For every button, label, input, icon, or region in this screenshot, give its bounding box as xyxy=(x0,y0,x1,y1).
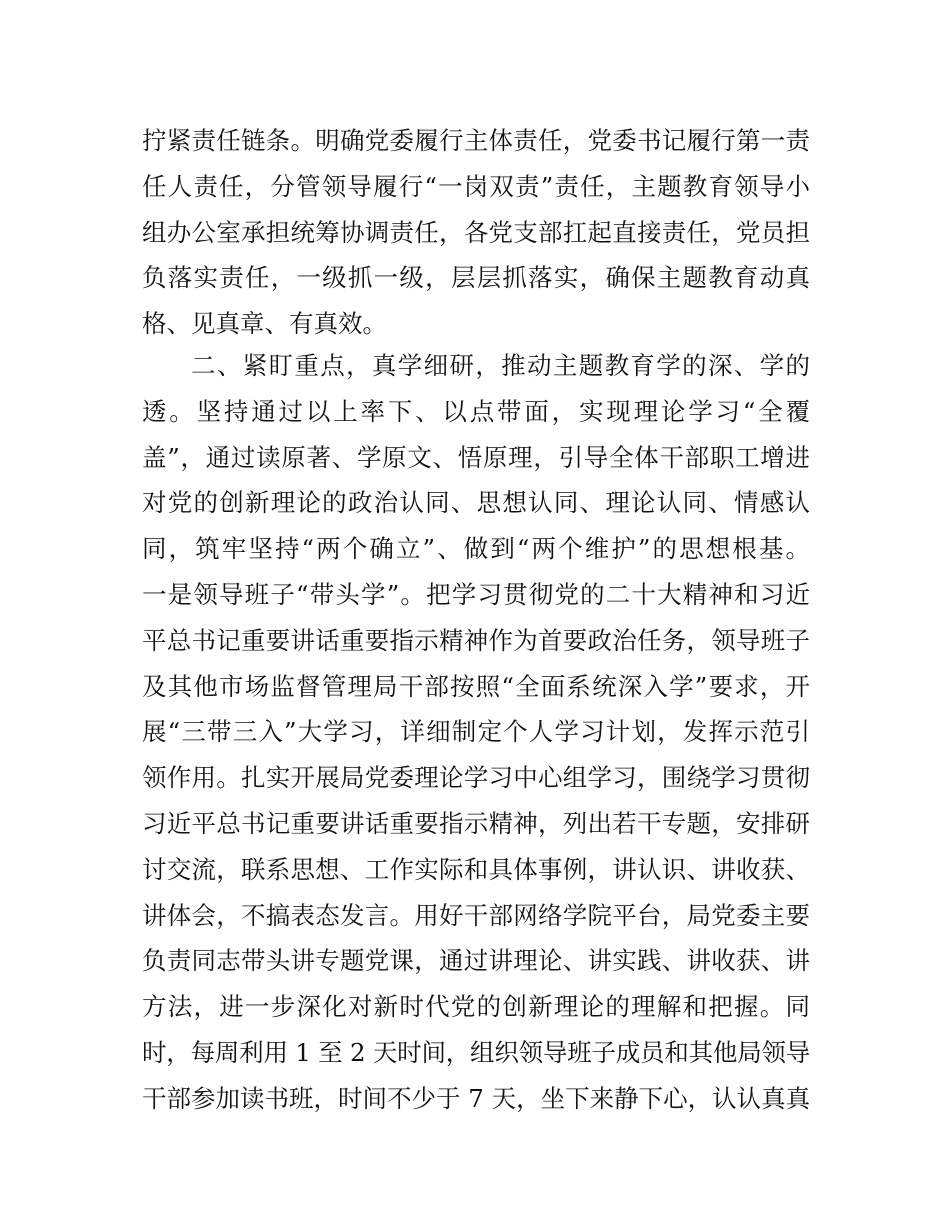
text-line: 负责同志带头讲专题党课，通过讲理论、讲实践、讲收获、讲 xyxy=(142,946,810,976)
text-line: 干部参加读书班，时间不少于 7 天，坐下来静下心，认认真真 xyxy=(142,1083,810,1113)
text-line: 对党的创新理论的政治认同、思想认同、理论认同、情感认 xyxy=(142,488,810,518)
text-line: 领作用。扎实开展局党委理论学习中心组学习，围绕学习贯彻 xyxy=(142,763,810,793)
text-line: 任人责任，分管领导履行“一岗双责”责任，主题教育领导小 xyxy=(142,171,810,201)
text-line: 习近平总书记重要讲话重要指示精神，列出若干专题，安排研 xyxy=(142,808,810,838)
text-line: 拧紧责任链条。明确党委履行主体责任，党委书记履行第一责 xyxy=(142,126,810,155)
text-line: 展“三带三入”大学习，详细制定个人学习计划，发挥示范引 xyxy=(142,717,810,747)
paragraph-section-two xyxy=(142,343,810,1122)
text-line: 透。坚持通过以上率下、以点带面，实现理论学习“全覆 xyxy=(142,396,810,426)
section-heading-line: 二、紧盯重点，真学细研，推动主题教育学的深、学的 xyxy=(191,351,810,380)
text-line: 盖”，通过读原著、学原文、悟原理，引导全体干部职工增进 xyxy=(142,442,810,472)
text-line: 负落实责任，一级抓一级，层层抓落实，确保主题教育动真 xyxy=(142,263,810,293)
text-line: 讨交流，联系思想、工作实际和具体事例，讲认识、讲收获、 xyxy=(142,854,810,884)
text-line: 组办公室承担统筹协调责任，各党支部扛起直接责任，党员担 xyxy=(142,217,810,247)
text-line: 一是领导班子“带头学”。把学习贯彻党的二十大精神和习近 xyxy=(142,579,810,609)
text-line: 及其他市场监督管理局干部按照“全面系统深入学”要求，开 xyxy=(142,671,810,701)
text-line: 讲体会，不搞表态发言。用好干部网络学院平台，局党委主要 xyxy=(142,900,810,930)
paragraph-responsibility-chain xyxy=(142,118,810,347)
text-line: 平总书记重要讲话重要指示精神作为首要政治任务，领导班子 xyxy=(142,625,810,655)
text-line: 方法，进一步深化对新时代党的创新理论的理解和把握。同 xyxy=(142,992,810,1022)
text-line: 同，筑牢坚持“两个确立”、做到“两个维护”的思想根基。 xyxy=(142,534,810,564)
text-line: 格、见真章、有真效。 xyxy=(142,309,387,339)
text-line: 时，每周利用 1 至 2 天时间，组织领导班子成员和其他局领导 xyxy=(142,1037,810,1067)
